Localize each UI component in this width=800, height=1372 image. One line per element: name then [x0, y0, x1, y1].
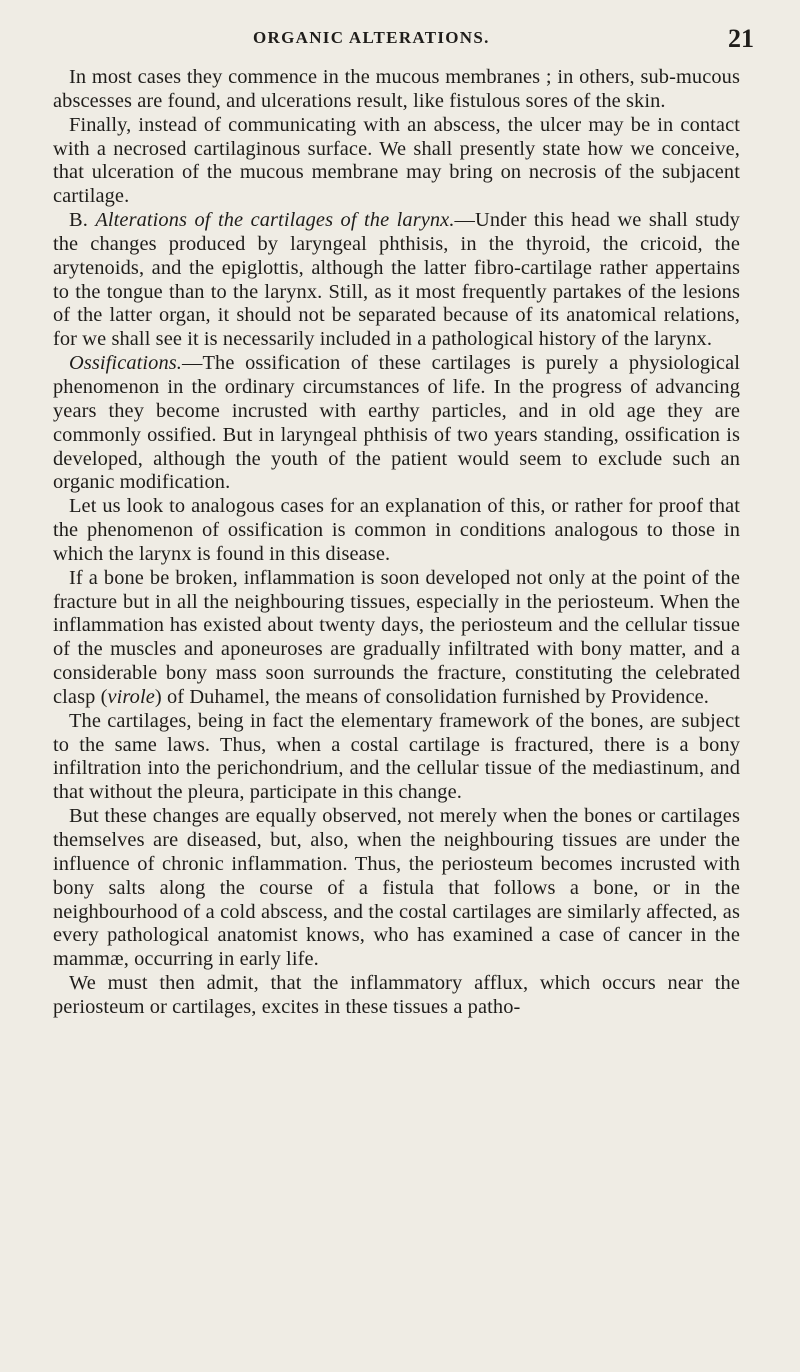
paragraph-6-text-b: ) of Duhamel, the means of consolidation furnished by Providence. [154, 685, 709, 708]
paragraph-3 [53, 209, 740, 352]
paragraph-3-text: —Under this head we shall study the changes produced by laryngeal phthisis, in the thyroid, the cricoid, the arytenoids, and the epiglottis, although the latter fibro-cartilage rather appertains to the tongue than to the larynx. Still, as it most frequently partakes of the lesions of the latter organ, it should not be separated because of its anatomical relations, for we shall see it is necessarily included in a pathological history of the larynx. [53, 209, 740, 351]
paragraph-1: In most cases they commence in the mucous membranes ; in others, sub-mucous abscesses are found, and ulcerations result, like fistulous sores of the skin. [53, 66, 740, 112]
page-number: 21 [728, 24, 754, 53]
section-letter: B. [69, 209, 96, 232]
paragraph-5: Let us look to analogous cases for an explanation of this, or rather for proof that the phenomenon of ossification is common in conditions analogous to those in which the larynx is found in this disease. [53, 495, 740, 565]
paragraph-9: We must then admit, that the inflammatory afflux, which occurs near the periosteum or cartilages, excites in these tissues a patho- [53, 972, 740, 1018]
italic-term-virole: virole [107, 685, 155, 708]
page-header [53, 24, 754, 53]
paragraph-4 [53, 352, 740, 495]
running-head: ORGANIC ALTERATIONS. [253, 28, 490, 47]
section-heading-cartilages: Alterations of the cartilages of the larynx. [95, 209, 455, 232]
paragraph-6-text-a: If a bone be broken, inflammation is soon developed not only at the point of the fracture but in all the neighbouring tissues, especially in the periosteum. When the inflammation has existed about twenty days, the periosteum and the cellular tissue of the muscles and aponeuroses are gradually infiltrated with bony matter, and a considerable bony mass soon surrounds the fracture, constituting the celebrated clasp ( [53, 566, 740, 708]
body-text [53, 66, 740, 1020]
section-heading-ossifications: Ossifications. [69, 352, 182, 375]
paragraph-2: Finally, instead of communicating with an abscess, the ulcer may be in contact with a necrosed cartilaginous surface. We shall presently state how we conceive, that ulceration of the mucous membrane may bring on necrosis of the subjacent cartilage. [53, 113, 740, 208]
paragraph-6 [53, 567, 740, 710]
paragraph-4-text: —The ossification of these cartilages is purely a physiological phenomenon in the ordinary circumstances of life. In the progress of advancing years they become incrusted with earthy particles, and in old age they are commonly ossified. But in laryngeal phthisis of two years standing, ossification is developed, although the youth of the patient would seem to exclude such an organic modification. [53, 352, 740, 494]
paragraph-7: The cartilages, being in fact the elementary framework of the bones, are subject to the same laws. Thus, when a costal cartilage is fractured, there is a bony infiltration into the perichondrium, and the cellular tissue of the mediastinum, and that without the pleura, participate in this change. [53, 709, 740, 804]
paragraph-8: But these changes are equally observed, not merely when the bones or cartilages themselves are diseased, but, also, when the neighbouring tissues are under the influence of chronic inflammation. Thus, the periosteum becomes incrusted with bony salts along the course of a fistula that follows a bone, or in the neighbourhood of a cold abscess, and the costal cartilages are similarly affected, as every pathological anatomist knows, who has examined a case of cancer in the mammæ, occurring in early life. [53, 805, 740, 971]
